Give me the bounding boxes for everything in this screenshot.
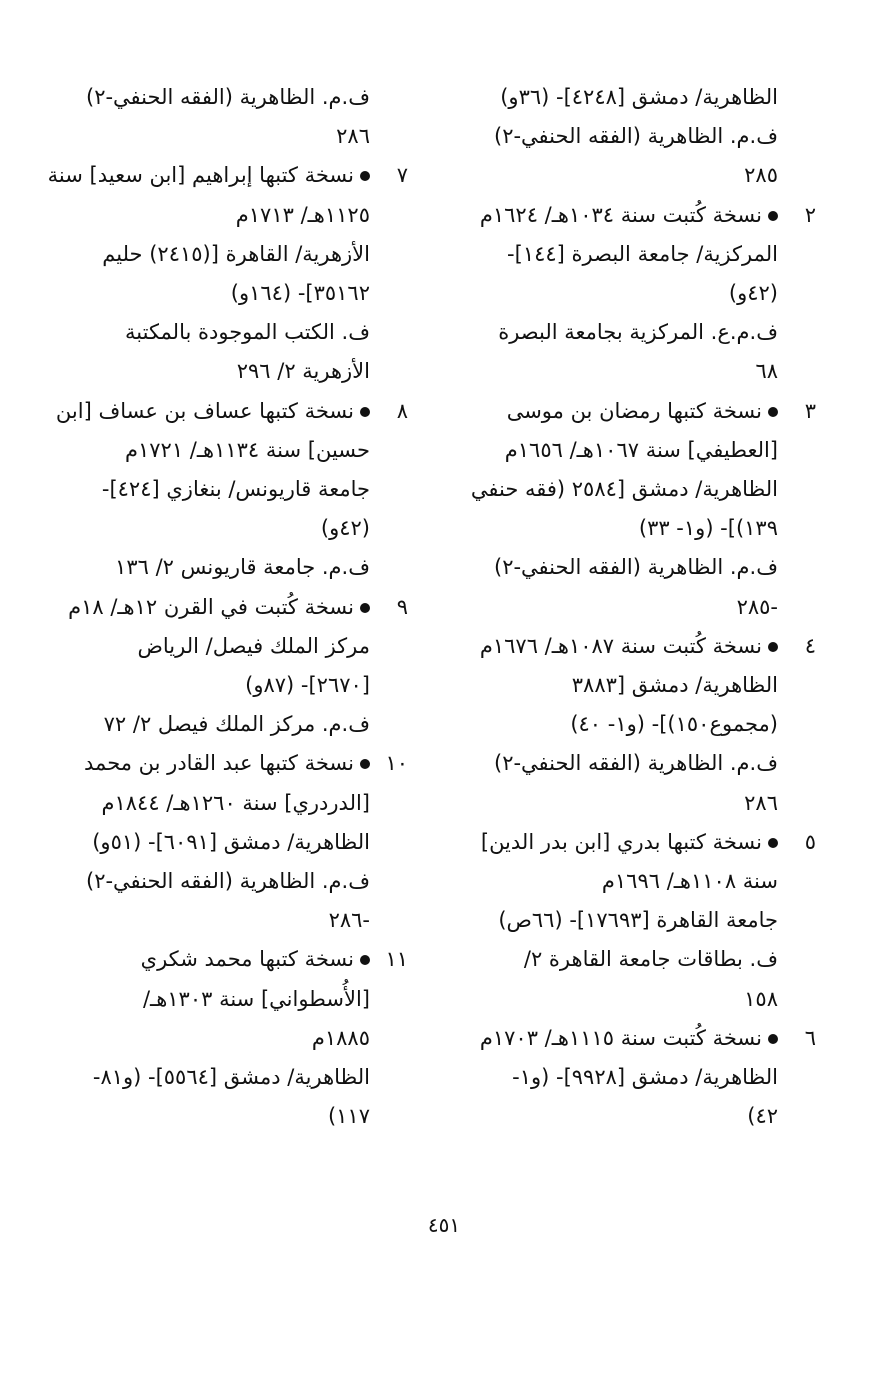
entry-line: ف.م. الظاهرية (الفقه الحنفي-٢) [493,751,778,776]
entry-number: ١٠ [385,751,408,776]
entry-line: مركز الملك فيصل/ الرياض [137,633,370,658]
entry-line [448,823,816,862]
entry-line: ف.م. جامعة قاريونس ٢/ ١٣٦ [115,555,370,580]
entry-line [40,940,408,979]
entry-line: الظاهرية/ دمشق [٢٥٨٤ (فقه حنفي [470,477,778,502]
bullet-icon [768,211,778,221]
entry-line: (مجموع١٥٠)]- (و١- ٤٠) [570,712,778,737]
entry-line: المركزية/ جامعة البصرة [١٤٤]- [507,241,778,266]
entry-number: ٤ [804,633,816,658]
bullet-icon [360,603,370,613]
entry-line: الأزهرية/ القاهرة [(٢٤١٥) حليم [102,241,370,266]
bullet-icon [360,759,370,769]
entry-line: ١١٢٥هـ/ ١٧١٣م [235,202,370,227]
entry-line: ف.م. الظاهرية (الفقه الحنفي-٢) [493,555,778,580]
entry-line: ف.م. الظاهرية (الفقه الحنفي-٢) [85,85,370,109]
manuscript-entry [40,588,408,745]
bullet-icon [768,642,778,652]
manuscript-entry [448,78,778,196]
entry-line: سنة ١١٠٨هـ/ ١٦٩٦م [601,869,778,894]
entry-line: الظاهرية/ دمشق [٩٩٢٨]- (و١- [512,1065,778,1090]
entry-line [448,392,816,431]
manuscript-entry [448,823,816,1019]
bullet-icon [768,838,778,848]
entry-line: ٢٨٥ [744,163,778,188]
manuscript-entry [40,392,408,588]
manuscript-entry [448,627,816,823]
manuscript-entry [448,196,816,392]
entry-line: ١٨٨٥م [311,1025,370,1050]
entry-line: الظاهرية/ دمشق [٣٨٨٣ [571,673,778,698]
entry-number: ٥ [804,829,816,854]
manuscript-entry [448,392,816,627]
bullet-icon [360,171,370,181]
entry-number: ٨ [396,398,408,423]
entry-line: -٢٨٦ [328,908,370,933]
entry-line: [الدردري] سنة ١٢٦٠هـ/ ١٨٤٤م [101,790,370,815]
manuscript-entry [40,744,408,940]
entry-line [40,156,408,195]
entry-number: ٩ [396,594,408,619]
entry-line: الظاهرية/ دمشق [٦٠٩١]- (٥١و) [92,829,370,854]
entry-line: ف.م. الظاهرية (الفقه الحنفي-٢) [85,869,370,894]
entry-title: نسخة كُتبت في القرن ١٢هـ/ ١٨م [68,594,354,619]
entry-title: نسخة كتبها إبراهيم [ابن سعيد] سنة [47,163,354,188]
manuscript-entry [40,156,408,391]
entry-line: ف.م. مركز الملك فيصل ٢/ ٧٢ [103,712,370,737]
entry-number: ٢ [804,202,816,227]
entry-line: ف.م.ع. المركزية بجامعة البصرة [498,320,778,345]
entry-line: جامعة قاريونس/ بنغازي [٤٢٤]- [101,477,370,502]
entry-line: ١١٧) [327,1104,370,1129]
entry-line: (٤٢و) [728,281,778,306]
entry-line: ١٥٨ [744,986,778,1011]
entry-number: ٣ [804,398,816,423]
right-column [448,78,816,1136]
entry-line: (٤٢و) [320,516,370,541]
manuscript-entry [448,1019,816,1137]
entry-line [40,588,408,627]
entry-line: ف.م. الظاهرية (الفقه الحنفي-٢) [493,124,778,149]
entry-title: نسخة كتبها محمد شكري [140,947,354,972]
entry-line: [العطيفي] سنة ١٠٦٧هـ/ ١٦٥٦م [504,437,778,462]
page-number: ٤٥١ [427,1213,461,1237]
left-column [40,78,408,1136]
entry-line [448,627,816,666]
entry-line: ف. بطاقات جامعة القاهرة ٢/ [523,947,778,972]
entry-line: الظاهرية/ دمشق [٤٢٤٨]- (٣٦و) [500,85,778,109]
entry-title: نسخة كتبها عساف بن عساف [ابن [55,398,354,423]
entry-line: ٦٨ [755,359,778,384]
bullet-icon [360,407,370,417]
entry-line [40,392,408,431]
entry-title: نسخة كتبها بدري [ابن بدر الدين] [480,829,762,854]
entry-line [40,744,408,783]
entry-line: ٣٥١٦٢]- (١٦٤و) [230,281,370,306]
entry-number: ٦ [804,1025,816,1050]
entry-title: نسخة كُتبت سنة ١٠٨٧هـ/ ١٦٧٦م [479,633,762,658]
entry-line: ٤٢) [747,1104,778,1129]
entry-line: جامعة القاهرة [١٧٦٩٣]- (٦٦ص) [498,908,778,933]
entry-line: الأزهرية ٢/ ٢٩٦ [236,359,370,384]
entry-line [448,1019,816,1058]
entry-title: نسخة كُتبت سنة ١٠٣٤هـ/ ١٦٢٤م [479,202,762,227]
bullet-icon [768,407,778,417]
manuscript-entry [40,78,370,156]
bullet-icon [768,1034,778,1044]
entry-line: -٢٨٥ [736,594,778,619]
entry-number: ١١ [385,947,408,972]
bullet-icon [360,955,370,965]
entry-title: نسخة كُتبت سنة ١١١٥هـ/ ١٧٠٣م [479,1025,762,1050]
entry-title: نسخة كتبها رمضان بن موسى [506,398,762,423]
entry-line: ف. الكتب الموجودة بالمكتبة [125,320,370,345]
manuscript-entry [40,940,408,1136]
entry-line: ٢٨٦ [336,124,370,149]
entry-line: [الأُسطواني] سنة ١٣٠٣هـ/ [142,986,370,1011]
entry-title: نسخة كتبها عبد القادر بن محمد [84,751,354,776]
entry-line: ١٣٩)]- (و١- ٣٣) [638,516,778,541]
entry-number: ٧ [396,163,408,188]
entry-line: [٢٦٧٠]- (٨٧و) [245,673,370,698]
entry-line: حسين] سنة ١١٣٤هـ/ ١٧٢١م [124,437,370,462]
entry-line: ٢٨٦ [744,790,778,815]
entry-line [448,196,816,235]
entry-line: الظاهرية/ دمشق [٥٥٦٤]- (و٨١- [92,1065,370,1090]
